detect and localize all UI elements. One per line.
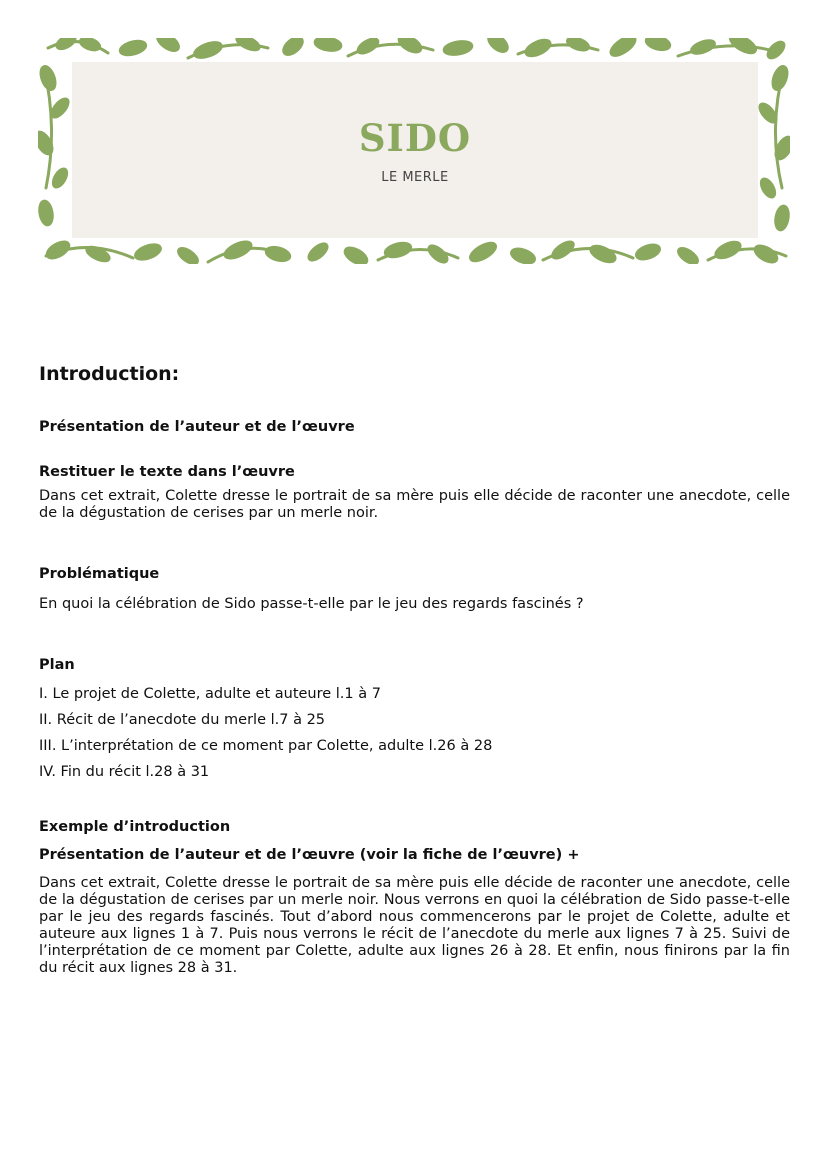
header-banner [38,38,790,264]
plan-item: III. L’interprétation de ce moment par Colette, adulte l.26 à 28 [39,738,493,754]
document-title: SIDO [358,116,472,160]
problematique-heading: Problématique [39,566,160,582]
document-subtitle: LE MERLE [381,170,449,185]
restituer-heading: Restituer le texte dans l’œuvre [39,464,295,480]
problematique-paragraph: En quoi la célébration de Sido passe-t-elle par le jeu des regards fascinés ? [39,596,584,612]
presentation-heading: Présentation de l’auteur et de l’œuvre [39,419,355,435]
exemple-paragraph: Dans cet extrait, Colette dresse le portrait de sa mère puis elle décide de raconter une anecdote, celle de la dégustation de cerises par un merle noir. Nous verrons en quoi la célébration de Sido passe-t-elle par le jeu des regards fascinés. Tout d’abord nous commencerons par le projet de Colette, adulte et auteure aux lignes 1 à 7. Puis nous verrons le récit de l’anecdote du merle aux lignes 7 à 25. Suivi de l’interprétation de ce moment par Colette, adulte aux lignes 26 à 28. Et enfin, nous finirons par la fin du récit aux lignes 28 à 31. [39,875,790,976]
exemple-subheading: Présentation de l’auteur et de l’œuvre (voir la fiche de l’œuvre) + [39,847,580,863]
plan-item: I. Le projet de Colette, adulte et auteure l.1 à 7 [39,686,381,702]
restituer-paragraph: Dans cet extrait, Colette dresse le portrait de sa mère puis elle décide de raconter une anecdote, celle de la dégustation de cerises par un merle noir. [39,488,790,521]
plan-heading: Plan [39,657,75,673]
plan-item: IV. Fin du récit l.28 à 31 [39,764,210,780]
plan-item: II. Récit de l’anecdote du merle l.7 à 25 [39,712,326,728]
document-body [39,362,790,977]
banner-title-panel [72,62,758,238]
introduction-heading: Introduction: [39,363,180,385]
plan-list [39,681,790,785]
exemple-heading: Exemple d’introduction [39,819,231,835]
